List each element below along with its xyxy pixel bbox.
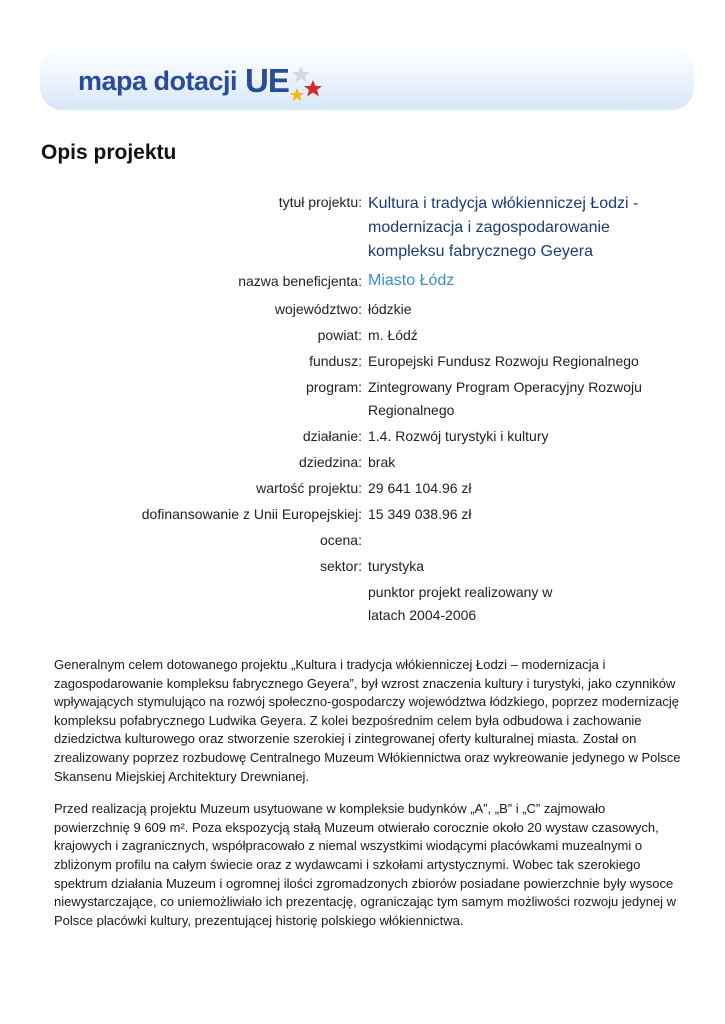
site-logo[interactable] <box>78 56 325 106</box>
page-title: Opis projektu <box>41 141 177 164</box>
detail-label: wartość projektu: <box>256 480 362 496</box>
detail-row-field <box>40 451 680 474</box>
detail-label: województwo: <box>274 301 362 317</box>
detail-row-action <box>40 425 680 448</box>
detail-value <box>364 529 668 552</box>
detail-row-title <box>40 192 680 264</box>
detail-row-beneficiary <box>40 268 680 294</box>
detail-row-rating <box>40 529 680 552</box>
detail-label <box>40 581 364 627</box>
detail-value: m. Łódź <box>368 327 418 343</box>
detail-row-eu-funding <box>40 503 680 526</box>
detail-row-note <box>40 581 680 627</box>
detail-value: Europejski Fundusz Rozwoju Regionalnego <box>368 353 639 369</box>
detail-label: powiat: <box>317 327 362 343</box>
detail-row-county <box>40 324 680 347</box>
description-paragraph: Generalnym celem dotowanego projektu „Kultura i tradycja włókienniczej Łodzi – modernizacja i zagospodarowanie kompleksu fabrycznego Geyera”, był wzrost znaczenia kultury i turystyki, jako czynników wpływających stymulująco na rozwój społeczno-gospodarczy województwa łódzkiego, poprzez modernizację kompleksu pofabrycznego Ludwika Geyera. Z kolei bezpośrednim celem była odbudowa i zachowanie dziedzictwa kulturowego oraz stworzenie szerokiej i zintegrowanej oferty kulturalnej miasta. Został on zrealizowany poprzez rozbudowę Centralnego Muzeum Włókiennictwa oraz wykreowanie jedynego w Polsce Skansenu Miejskiej Architektury Drewnianej. <box>54 657 681 784</box>
detail-row-project-value <box>40 477 680 500</box>
detail-label: ocena: <box>319 532 362 548</box>
detail-label: tytuł projektu: <box>278 194 362 210</box>
detail-label: dziedzina: <box>298 454 362 470</box>
detail-row-voivodeship <box>40 298 680 321</box>
detail-label: działanie: <box>302 428 362 444</box>
detail-value: brak <box>368 454 396 470</box>
detail-row-program <box>40 376 680 422</box>
detail-value: 1.4. Rozwój turystyki i kultury <box>368 428 549 444</box>
detail-row-sector <box>40 555 680 578</box>
project-details <box>40 192 680 627</box>
detail-value: turystyka <box>368 558 425 574</box>
logo-ue: UE <box>245 62 289 99</box>
detail-label: program: <box>305 379 362 395</box>
logo-text: mapa dotacji <box>78 65 238 96</box>
detail-value: łódzkie <box>368 301 412 317</box>
detail-value: 15 349 038.96 zł <box>368 506 472 522</box>
beneficiary-link[interactable]: Miasto Łódz <box>368 272 455 289</box>
description-paragraph: Przed realizacją projektu Muzeum usytuowane w kompleksie budynków „A”, „B” i „C” zajmowało powierzchnię 9 609 m². Poza ekspozycją stałą Muzeum otwierało corocznie około 20 wystaw czasowych, krajowych i zagranicznych, współpracowało z niemal wszystkimi wiodącymi placówkami muzealnymi o zbliżonym profilu na całym świecie oraz z wydawcami i szkołami artystycznymi. Wobec tak szerokiego spektrum działania Muzeum i ogromnej ilości zgromadzonych zbiorów posiadane powierzchnie były wysoce niewystarczające, co uniemożliwiało ich prezentację, ograniczając tym samym możliwości rozwoju jedynej w Polsce placówki kultury, prezentującej historię polskiego włókiennictwa. <box>54 801 677 928</box>
detail-value: Zintegrowany Program Operacyjny Rozwoju Regionalnego <box>368 379 642 418</box>
detail-label: fundusz: <box>309 353 362 369</box>
stars-icon <box>289 62 325 102</box>
detail-label: sektor: <box>319 558 362 574</box>
project-title-value: Kultura i tradycja włókienniczej Łodzi - modernizacja i zagospodarowanie kompleksu fabrycznego Geyera <box>368 195 639 260</box>
detail-row-fund <box>40 350 680 373</box>
detail-label: dofinansowanie z Unii Europejskiej: <box>141 506 362 522</box>
detail-value: punktor projekt realizowany w latach 2004-2006 <box>368 584 553 623</box>
project-description <box>54 656 684 944</box>
detail-value: 29 641 104.96 zł <box>368 480 472 496</box>
detail-label: nazwa beneficjenta: <box>238 273 362 289</box>
